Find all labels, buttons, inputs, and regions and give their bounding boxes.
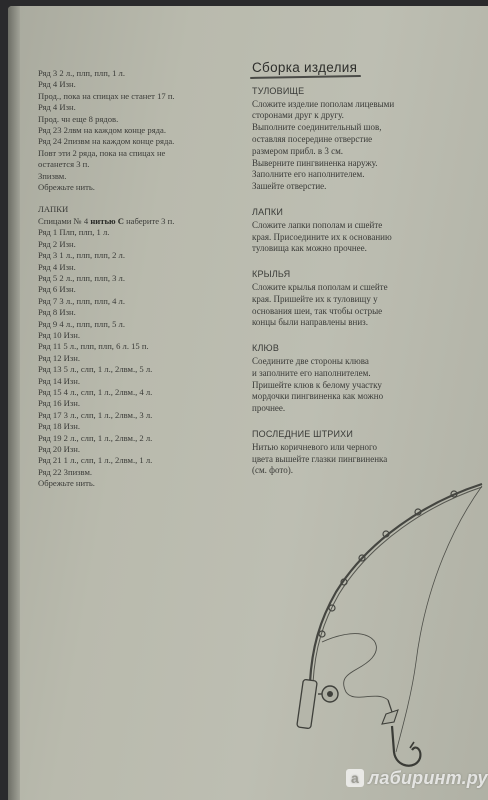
section-text-line: Пришейте клюв к белому участку	[252, 379, 382, 390]
assembly-section	[252, 86, 472, 193]
pattern-rows-part1	[38, 68, 238, 193]
section-text-line: (см. фото).	[252, 465, 293, 476]
pattern-row: Ряд 2 Изн.	[38, 238, 76, 249]
pattern-row: Ряд 17 3 л., слп, 1 л., 2лвм., 3 л.	[38, 409, 153, 420]
pattern-row: Ряд 14 Изн.	[38, 375, 81, 386]
pattern-row: Зпизвм.	[38, 170, 67, 181]
pattern-row: Ряд 3 2 л., плп, плп, 1 л.	[38, 68, 125, 78]
section-text-line: прочнее.	[252, 403, 286, 414]
pattern-row: Ряд 15 4 л., слп, 1 л., 2лвм., 4 л.	[38, 386, 153, 397]
pattern-row: Ряд 23 2лвм на каждом конце ряда.	[38, 125, 166, 136]
pattern-row: Ряд 7 3 л., плп, плп, 4 л.	[38, 295, 125, 306]
pattern-row: останется 3 п.	[38, 159, 90, 170]
section-text-line: Зашейте отверстие.	[252, 181, 327, 192]
pattern-row: Ряд 5 2 л., плп, плп, 3 л.	[38, 272, 125, 283]
pattern-row: Обрежьте нить.	[38, 478, 95, 489]
page-spine-shadow	[8, 6, 20, 800]
pattern-row: Ряд 8 Изн.	[38, 307, 76, 318]
labirint-watermark	[346, 768, 488, 789]
section-text-line: Заполните его наполнителем.	[252, 169, 365, 180]
section-text-line: туловища как можно прочнее.	[252, 243, 367, 254]
pattern-column	[38, 68, 238, 490]
pattern-row: Ряд 1 Плп, плп, 1 л.	[38, 227, 110, 238]
section-text-line: Нитью коричневого или черного	[252, 441, 377, 452]
section-heading: ТУЛОВИЩЕ	[252, 85, 305, 96]
pattern-row: Ряд 4 Изн.	[38, 79, 76, 90]
pattern-row: Ряд 6 Изн.	[38, 284, 76, 295]
section-text-line: концы были направлены вниз.	[252, 317, 368, 328]
section-text-line: цвета вышейте глазки пингвиненка	[252, 453, 388, 464]
assembly-section	[252, 269, 472, 329]
section-heading: КЛЮВ	[252, 343, 280, 354]
section-text-line: мордочки пингвиненка как можно	[252, 391, 384, 402]
pattern-row: Ряд 19 2 л., слп, 1 л., 2лвм., 2 л.	[38, 432, 153, 443]
assembly-sections	[244, 86, 472, 477]
pattern-row: Ряд 4 Изн.	[38, 261, 76, 272]
lapki-intro: Спицами № 4 нитью С наберите 3 п.	[38, 215, 175, 226]
pattern-rows-lapki	[38, 227, 238, 489]
section-heading: ПОСЛЕДНИЕ ШТРИХИ	[252, 428, 354, 439]
pattern-row: Ряд 12 Изн.	[38, 352, 81, 363]
assembly-section	[252, 207, 472, 255]
pattern-row: Ряд 11 5 л., плп, плп, 6 л. 15 п.	[38, 341, 149, 352]
pattern-row: Прод., пока на спицах не станет 17 п.	[38, 90, 175, 101]
section-text-line: основания шеи, так чтобы острые	[252, 305, 383, 316]
pattern-row: Ряд 18 Изн.	[38, 421, 81, 432]
pattern-row: Ряд 10 Изн.	[38, 329, 81, 340]
section-text-line: края. Пришейте их к туловищу у	[252, 293, 378, 304]
pattern-row: Повт эти 2 ряда, пока на спицах не	[38, 147, 166, 158]
assembly-section	[252, 429, 472, 477]
section-text-line: Соедините две стороны клюва	[252, 355, 369, 366]
watermark-text: лабиринт.ру	[368, 768, 488, 788]
pattern-row: Ряд 21 1 л., слп, 1 л., 2лвм., 1 л.	[38, 455, 153, 466]
section-text-line: Сложите крылья пополам и сшейте	[252, 281, 388, 292]
section-text-line: Сложите изделие пополам лицевыми	[252, 98, 395, 109]
fishing-rod-illustration	[276, 482, 486, 782]
pattern-row: Ряд 24 2пизвм на каждом конце ряда.	[38, 136, 175, 147]
section-text-line: и заполните его наполнителем.	[252, 367, 371, 378]
pattern-row: Ряд 4 Изн.	[38, 102, 76, 113]
pattern-row: Ряд 3 1 л., плп, плп, 2 л.	[38, 250, 125, 261]
pattern-row: Обрежьте нить.	[38, 182, 95, 193]
pattern-row: Ряд 9 4 л., плп, плп, 5 л.	[38, 318, 125, 329]
labirint-logo-icon: а	[346, 769, 364, 787]
assembly-column	[244, 62, 472, 491]
section-heading: КРЫЛЬЯ	[252, 269, 291, 280]
section-heading: ЛАПКИ	[252, 206, 283, 217]
book-page	[8, 6, 488, 800]
pattern-row: Прод. чн еще 8 рядов.	[38, 113, 119, 124]
pattern-row: Ряд 20 Изн.	[38, 444, 81, 454]
section-text-line: края. Присоедините их к основанию	[252, 231, 392, 242]
section-title-lapki: ЛАПКИ	[38, 204, 69, 215]
pattern-row: Ряд 13 5 л., слп, 1 л., 2лвм., 5 л.	[38, 364, 153, 375]
section-text-line: Выверните пингвиненка наружу.	[252, 157, 378, 168]
pattern-row: Ряд 16 Изн.	[38, 398, 81, 409]
section-text-line: размером прибл. в 3 см.	[252, 145, 344, 156]
section-text-line: Сложите лапки пополам и сшейте	[252, 219, 383, 230]
section-text-line: оставляя посередине отверстие	[252, 133, 373, 144]
assembly-section	[252, 343, 472, 415]
section-text-line: Выполните соединительный шов,	[252, 122, 382, 133]
pattern-row: Ряд 22 3пизвм.	[38, 466, 93, 477]
assembly-title: Сборка изделия	[252, 60, 358, 75]
section-text-line: сторонами друг к другу.	[252, 110, 344, 121]
